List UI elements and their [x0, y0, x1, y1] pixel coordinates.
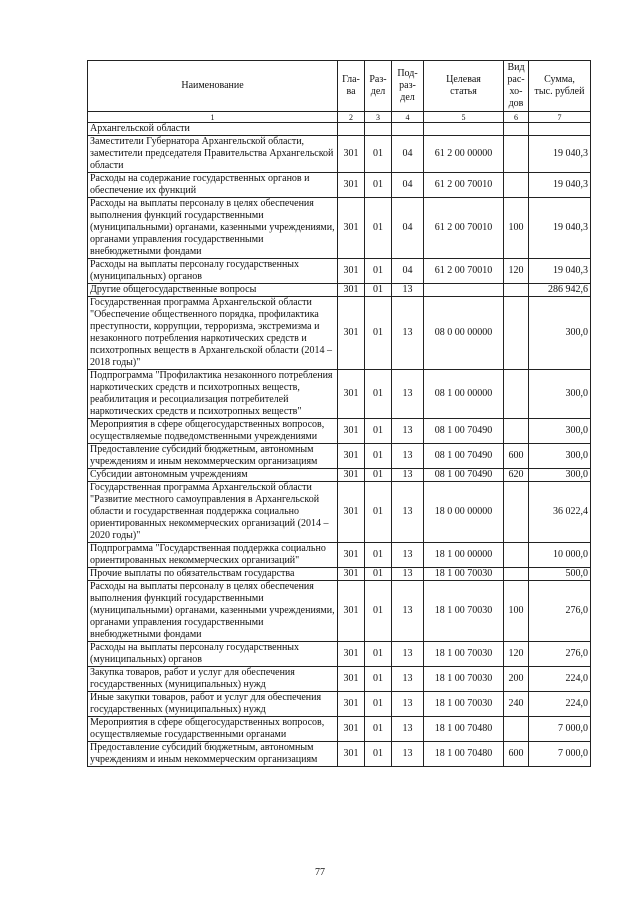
- cell-glava: 301: [338, 568, 365, 581]
- cell-razdel: 01: [365, 419, 392, 444]
- table-row: [88, 198, 591, 259]
- header-razdel: [365, 61, 392, 112]
- cell-podrazdel: 13: [392, 742, 424, 767]
- cell-target: [424, 123, 504, 136]
- cell-sum: 224,0: [529, 692, 591, 717]
- cell-glava: 301: [338, 370, 365, 419]
- cell-target: 18 1 00 70030: [424, 642, 504, 667]
- table-row: [88, 123, 591, 136]
- cell-sum: 300,0: [529, 370, 591, 419]
- cell-vid: 600: [504, 444, 529, 469]
- cell-name: Расходы на выплаты персоналу в целях обеспечения выполнения функций государственными (муниципальными) органами, казенными учреждениями, органами управления государственными внебюджетными фондами: [88, 198, 338, 259]
- cell-razdel: 01: [365, 284, 392, 297]
- cell-sum: 19 040,3: [529, 259, 591, 284]
- cell-glava: 301: [338, 667, 365, 692]
- table-row: [88, 568, 591, 581]
- cell-name: Мероприятия в сфере общегосударственных вопросов, осуществляемые государственными органами: [88, 717, 338, 742]
- cell-target: 18 1 00 70480: [424, 742, 504, 767]
- header-podrazdel: [392, 61, 424, 112]
- cell-target: 18 0 00 00000: [424, 482, 504, 543]
- cell-sum: 19 040,3: [529, 198, 591, 259]
- cell-sum: 276,0: [529, 642, 591, 667]
- cell-podrazdel: 04: [392, 198, 424, 259]
- cell-razdel: 01: [365, 482, 392, 543]
- cell-vid: 100: [504, 198, 529, 259]
- cell-podrazdel: 13: [392, 568, 424, 581]
- cell-vid: [504, 123, 529, 136]
- cell-razdel: 01: [365, 692, 392, 717]
- cell-podrazdel: 13: [392, 543, 424, 568]
- cell-razdel: 01: [365, 543, 392, 568]
- cell-podrazdel: 13: [392, 419, 424, 444]
- cell-target: 18 1 00 70480: [424, 717, 504, 742]
- cell-podrazdel: 13: [392, 284, 424, 297]
- cell-target: 08 1 00 70490: [424, 469, 504, 482]
- cell-vid: 120: [504, 259, 529, 284]
- cell-sum: 300,0: [529, 469, 591, 482]
- cell-sum: 300,0: [529, 419, 591, 444]
- cell-vid: 120: [504, 642, 529, 667]
- cell-name: Прочие выплаты по обязательствам государства: [88, 568, 338, 581]
- cell-name: Государственная программа Архангельской области "Развитие местного самоуправления в Архангельской области и государственная поддержка социально ориентированных некоммерческих организаций (2014 – 2020 годы)": [88, 482, 338, 543]
- cell-name: Предоставление субсидий бюджетным, автономным учреждениям и иным некоммерческим организациям: [88, 742, 338, 767]
- cell-razdel: 01: [365, 136, 392, 173]
- cell-glava: 301: [338, 198, 365, 259]
- cell-podrazdel: 04: [392, 136, 424, 173]
- cell-name: Закупка товаров, работ и услуг для обеспечения государственных (муниципальных) нужд: [88, 667, 338, 692]
- cell-razdel: 01: [365, 173, 392, 198]
- cell-name: Государственная программа Архангельской области "Обеспечение общественного порядка, профилактика преступности, коррупции, терроризма, экстремизма и незаконного потребления наркотических средств и психотропных веществ в Архангельской области (2014 – 2018 годы)": [88, 297, 338, 370]
- cell-name: Расходы на выплаты персоналу государственных (муниципальных) органов: [88, 259, 338, 284]
- cell-target: 18 1 00 70030: [424, 568, 504, 581]
- cell-name: Предоставление субсидий бюджетным, автономным учреждениям и иным некоммерческим организациям: [88, 444, 338, 469]
- header-row: [88, 61, 591, 112]
- cell-sum: 10 000,0: [529, 543, 591, 568]
- table-row: [88, 136, 591, 173]
- cell-glava: 301: [338, 173, 365, 198]
- cell-vid: [504, 173, 529, 198]
- cell-razdel: 01: [365, 444, 392, 469]
- column-number: 1: [88, 112, 338, 123]
- cell-sum: 224,0: [529, 667, 591, 692]
- cell-target: [424, 284, 504, 297]
- cell-name: Расходы на выплаты персоналу государственных (муниципальных) органов: [88, 642, 338, 667]
- cell-podrazdel: 13: [392, 642, 424, 667]
- cell-glava: [338, 123, 365, 136]
- cell-vid: [504, 136, 529, 173]
- cell-vid: [504, 297, 529, 370]
- cell-target: 61 2 00 70010: [424, 173, 504, 198]
- cell-sum: 276,0: [529, 581, 591, 642]
- column-number-row: [88, 112, 591, 123]
- cell-sum: 36 022,4: [529, 482, 591, 543]
- header-target-label: Целевая статья: [446, 74, 481, 97]
- cell-podrazdel: 13: [392, 717, 424, 742]
- cell-podrazdel: 13: [392, 370, 424, 419]
- header-razdel-label: Раз- дел: [369, 74, 387, 97]
- header-glava-label: Гла- ва: [342, 74, 360, 97]
- cell-razdel: 01: [365, 469, 392, 482]
- cell-glava: 301: [338, 136, 365, 173]
- cell-name: Заместители Губернатора Архангельской области, заместители председателя Правительства Архангельской области: [88, 136, 338, 173]
- header-sum-label: Сумма, тыс. рублей: [534, 74, 585, 97]
- cell-target: 61 2 00 70010: [424, 259, 504, 284]
- cell-glava: 301: [338, 259, 365, 284]
- cell-sum: 19 040,3: [529, 173, 591, 198]
- cell-vid: 240: [504, 692, 529, 717]
- header-name: [88, 61, 338, 112]
- cell-podrazdel: 13: [392, 297, 424, 370]
- cell-razdel: 01: [365, 642, 392, 667]
- cell-sum: 300,0: [529, 297, 591, 370]
- cell-podrazdel: 13: [392, 667, 424, 692]
- table-row: [88, 642, 591, 667]
- header-vid-label: Вид рас- хо- дов: [507, 62, 525, 109]
- table-row: [88, 469, 591, 482]
- cell-target: 08 0 00 00000: [424, 297, 504, 370]
- cell-sum: [529, 123, 591, 136]
- header-name-label: Наименование: [181, 80, 244, 91]
- cell-razdel: 01: [365, 297, 392, 370]
- table-row: [88, 717, 591, 742]
- header-podrazdel-label: Под- раз- дел: [397, 68, 418, 103]
- cell-sum: 7 000,0: [529, 717, 591, 742]
- cell-name: Другие общегосударственные вопросы: [88, 284, 338, 297]
- cell-target: 18 1 00 70030: [424, 692, 504, 717]
- cell-name: Подпрограмма "Государственная поддержка социально ориентированных некоммерческих организаций": [88, 543, 338, 568]
- cell-glava: 301: [338, 419, 365, 444]
- cell-vid: 600: [504, 742, 529, 767]
- table-row: [88, 742, 591, 767]
- cell-razdel: 01: [365, 259, 392, 284]
- table-row: [88, 667, 591, 692]
- cell-glava: 301: [338, 742, 365, 767]
- column-number: 2: [338, 112, 365, 123]
- cell-razdel: 01: [365, 667, 392, 692]
- cell-razdel: 01: [365, 198, 392, 259]
- cell-vid: [504, 284, 529, 297]
- cell-target: 08 1 00 00000: [424, 370, 504, 419]
- cell-target: 08 1 00 70490: [424, 444, 504, 469]
- header-sum: [529, 61, 591, 112]
- table-row: [88, 284, 591, 297]
- cell-name: Подпрограмма "Профилактика незаконного потребления наркотических средств и психотропных веществ, реабилитация и ресоциализация потребителей наркотических средств и психотропных веществ": [88, 370, 338, 419]
- cell-glava: 301: [338, 482, 365, 543]
- cell-target: 61 2 00 70010: [424, 198, 504, 259]
- cell-vid: 200: [504, 667, 529, 692]
- cell-sum: 286 942,6: [529, 284, 591, 297]
- cell-glava: 301: [338, 543, 365, 568]
- table-row: [88, 259, 591, 284]
- cell-glava: 301: [338, 642, 365, 667]
- cell-target: 18 1 00 70030: [424, 667, 504, 692]
- cell-podrazdel: 13: [392, 692, 424, 717]
- cell-razdel: 01: [365, 717, 392, 742]
- cell-razdel: 01: [365, 370, 392, 419]
- cell-podrazdel: 04: [392, 259, 424, 284]
- cell-glava: 301: [338, 444, 365, 469]
- table-row: [88, 581, 591, 642]
- header-glava: [338, 61, 365, 112]
- cell-target: 61 2 00 00000: [424, 136, 504, 173]
- cell-glava: 301: [338, 717, 365, 742]
- cell-razdel: 01: [365, 581, 392, 642]
- cell-name: Субсидии автономным учреждениям: [88, 469, 338, 482]
- table-row: [88, 692, 591, 717]
- cell-glava: 301: [338, 284, 365, 297]
- cell-vid: 620: [504, 469, 529, 482]
- table-row: [88, 297, 591, 370]
- header-target: [424, 61, 504, 112]
- cell-name: Мероприятия в сфере общегосударственных вопросов, осуществляемые подведомственными учреждениями: [88, 419, 338, 444]
- header-vid: [504, 61, 529, 112]
- cell-glava: 301: [338, 692, 365, 717]
- cell-glava: 301: [338, 297, 365, 370]
- column-number: 4: [392, 112, 424, 123]
- table-row: [88, 419, 591, 444]
- cell-target: 08 1 00 70490: [424, 419, 504, 444]
- cell-target: 18 1 00 70030: [424, 581, 504, 642]
- table-row: [88, 444, 591, 469]
- column-number: 3: [365, 112, 392, 123]
- cell-vid: [504, 717, 529, 742]
- cell-name: Иные закупки товаров, работ и услуг для обеспечения государственных (муниципальных) нужд: [88, 692, 338, 717]
- table-row: [88, 482, 591, 543]
- cell-podrazdel: 13: [392, 482, 424, 543]
- cell-glava: 301: [338, 581, 365, 642]
- cell-vid: [504, 419, 529, 444]
- cell-vid: [504, 543, 529, 568]
- cell-name: Расходы на выплаты персоналу в целях обеспечения выполнения функций государственными (муниципальными) органами, казенными учреждениями, органами управления государственными внебюджетными фондами: [88, 581, 338, 642]
- column-number: 5: [424, 112, 504, 123]
- cell-vid: [504, 370, 529, 419]
- cell-podrazdel: 13: [392, 469, 424, 482]
- cell-target: 18 1 00 00000: [424, 543, 504, 568]
- cell-podrazdel: 04: [392, 173, 424, 198]
- cell-sum: 19 040,3: [529, 136, 591, 173]
- cell-podrazdel: 13: [392, 444, 424, 469]
- cell-glava: 301: [338, 469, 365, 482]
- cell-vid: 100: [504, 581, 529, 642]
- cell-sum: 7 000,0: [529, 742, 591, 767]
- cell-podrazdel: 13: [392, 581, 424, 642]
- cell-name: Архангельской области: [88, 123, 338, 136]
- table-row: [88, 543, 591, 568]
- cell-vid: [504, 482, 529, 543]
- cell-razdel: [365, 123, 392, 136]
- cell-podrazdel: [392, 123, 424, 136]
- cell-sum: 300,0: [529, 444, 591, 469]
- cell-razdel: 01: [365, 742, 392, 767]
- cell-sum: 500,0: [529, 568, 591, 581]
- table-body: [88, 123, 591, 767]
- cell-vid: [504, 568, 529, 581]
- table-row: [88, 370, 591, 419]
- table-row: [88, 173, 591, 198]
- column-number: 6: [504, 112, 529, 123]
- page-number: 77: [315, 867, 325, 878]
- cell-name: Расходы на содержание государственных органов и обеспечение их функций: [88, 173, 338, 198]
- cell-razdel: 01: [365, 568, 392, 581]
- budget-table: [87, 60, 591, 767]
- column-number: 7: [529, 112, 591, 123]
